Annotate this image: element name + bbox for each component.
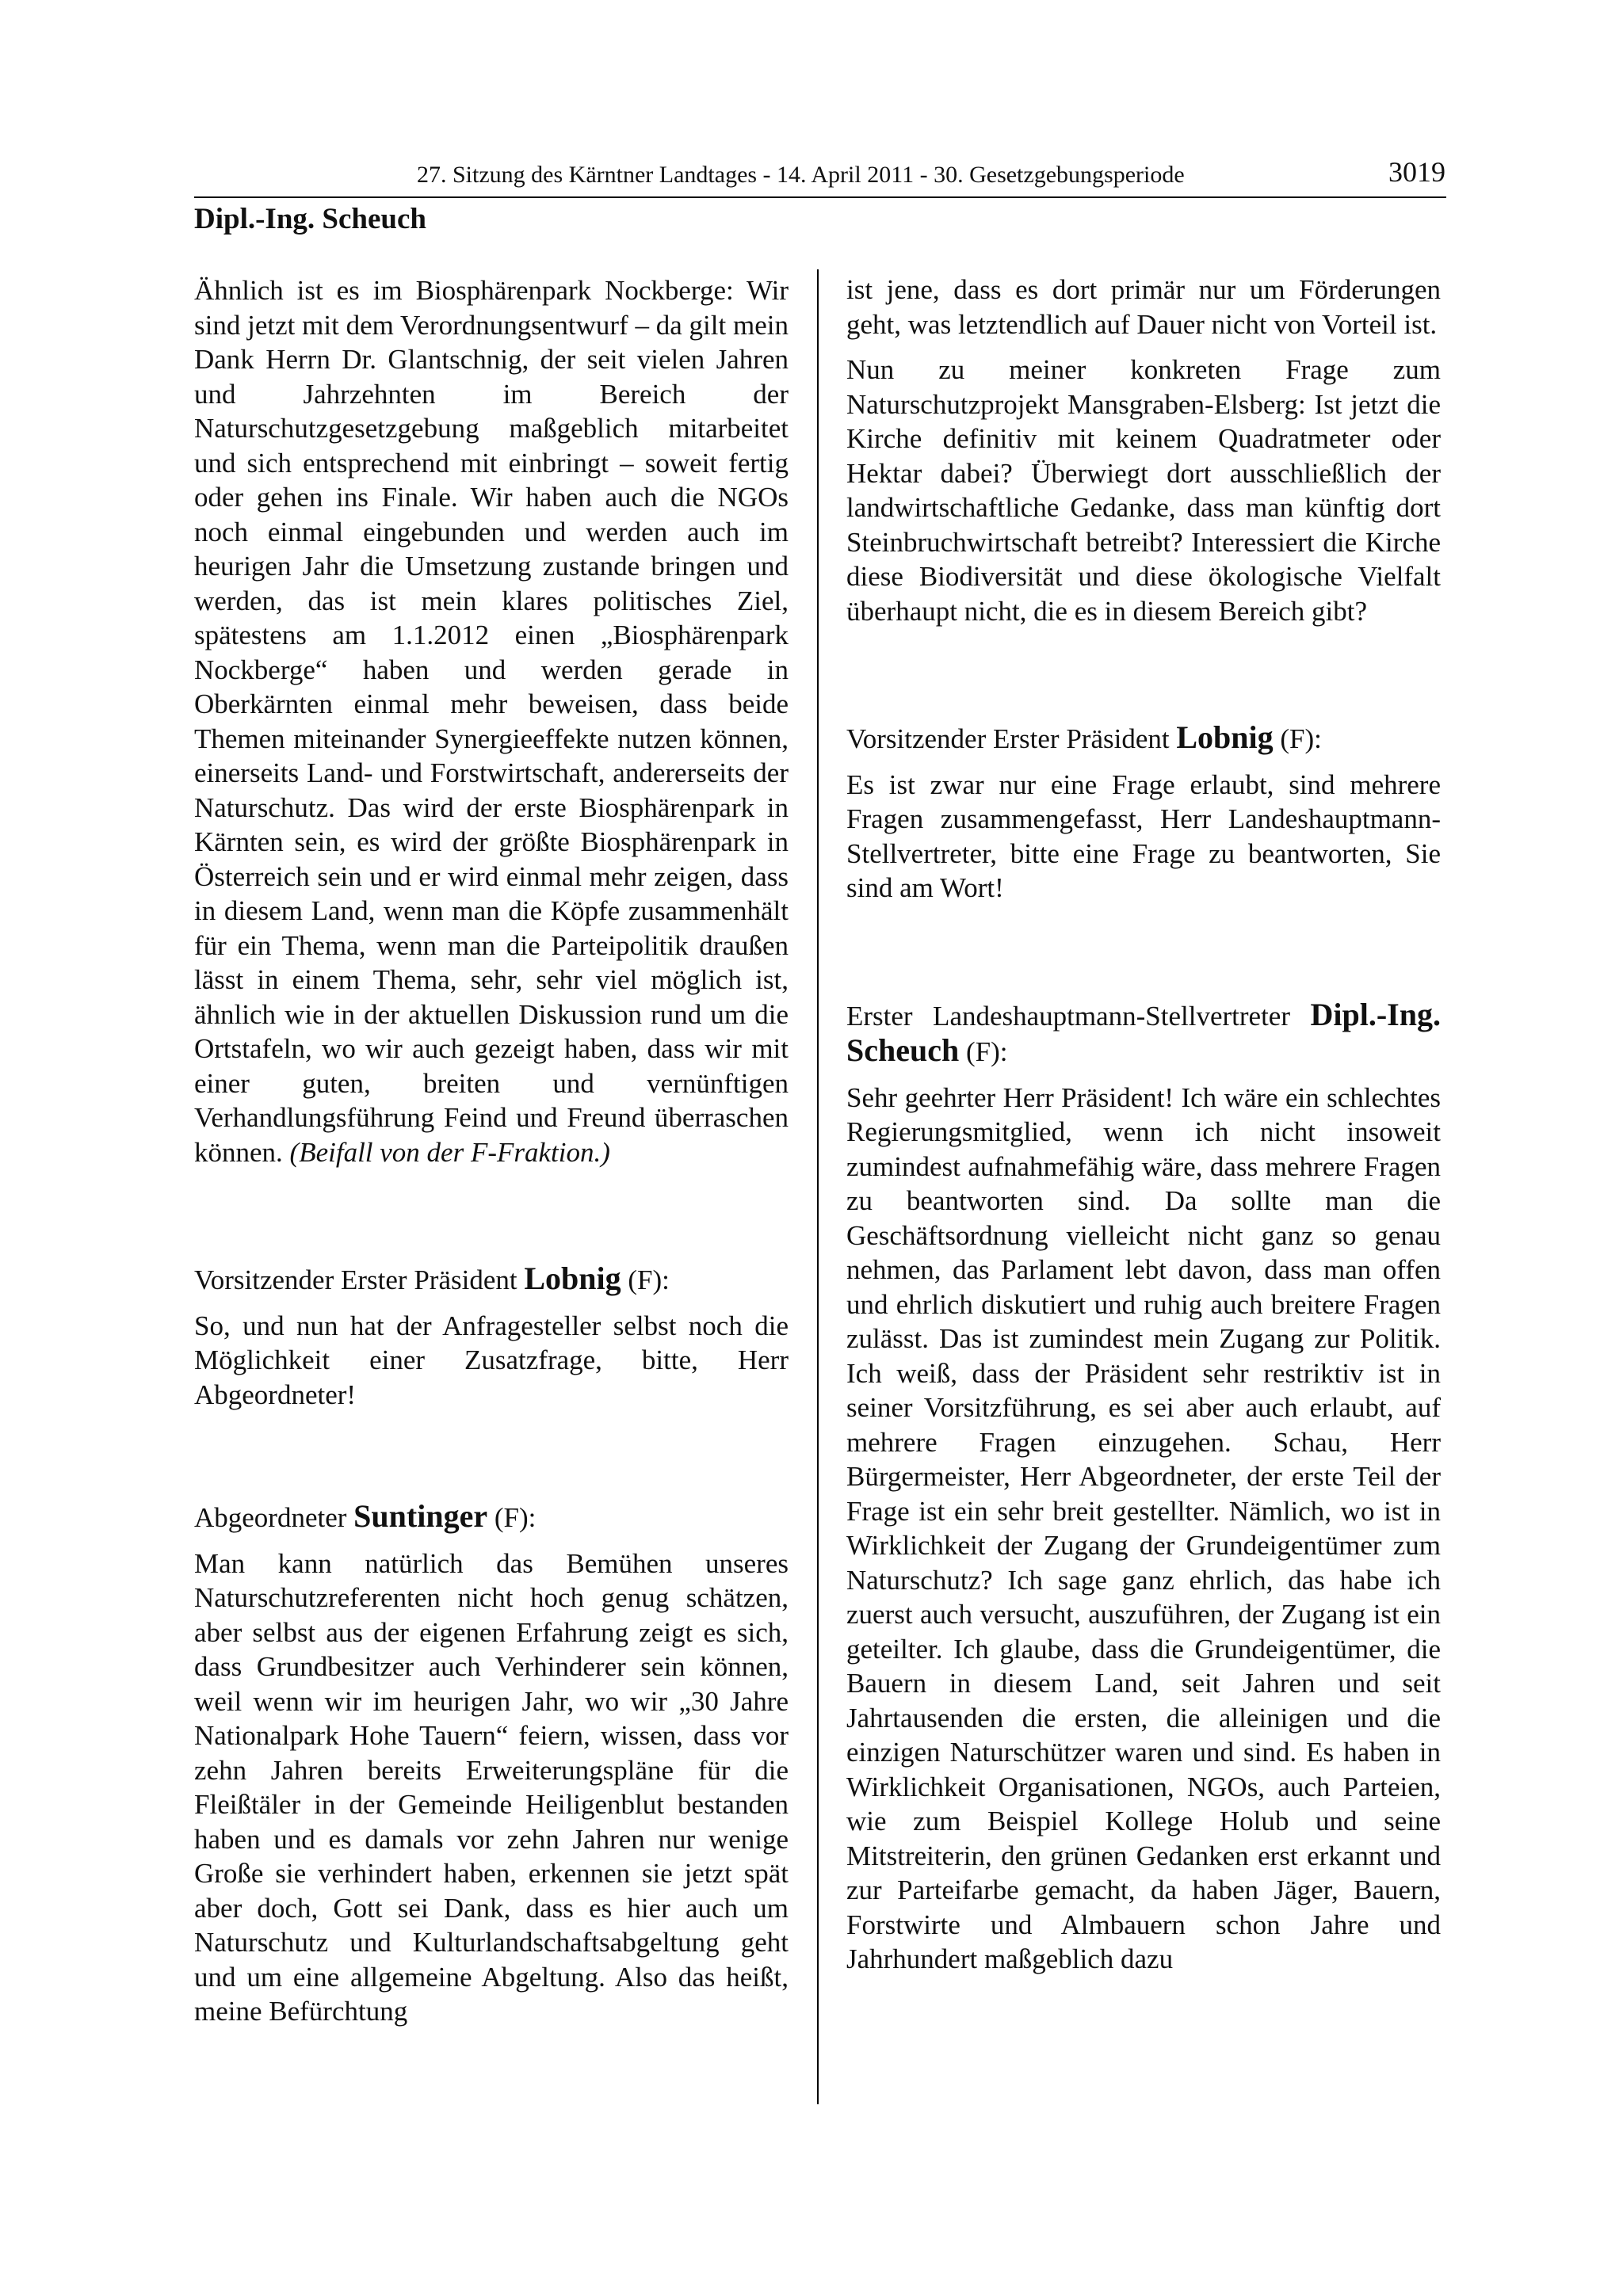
- left-column: [194, 273, 789, 2029]
- header-rule: [194, 196, 1446, 198]
- speaker-line: [846, 720, 1441, 757]
- speaker-prefix: Vorsitzender Erster Präsident: [846, 723, 1177, 754]
- applause-note: (Beifall von der F-Fraktion.): [289, 1136, 610, 1168]
- speaker-name: Suntinger: [353, 1498, 488, 1534]
- paragraph-text: Ähnlich ist es im Biosphärenpark Nockberge: Wir sind jetzt mit dem Verordnungsentwurf – da gilt mein Dank Herrn Dr. Glantschnig, der seit vielen Jahren und Jahrzehnten im Bereich der Naturschutzgesetzgebung maßgeblich mitarbeitet und sich entsprechend mit einbringt – soweit fertig oder gehen ins Finale. Wir haben auch die NGOs noch einmal eingebunden und werden auch im heurigen Jahr die Umsetzung zustande bringen und werden, das ist mein klares politisches Ziel, spätestens am 1.1.2012 einen „Biosphärenpark Nockberge“ haben und werden gerade in Oberkärnten einmal mehr beweisen, dass beide Themen miteinander Synergieeffekte nutzen können, einerseits Land- und Forstwirtschaft, andererseits der Naturschutz. Das wird der erste Biosphärenpark in Kärnten sein, es wird der größte Biosphärenpark in Österreich sein und er wird einmal mehr zeigen, dass in diesem Land, wenn man die Köpfe zusammenhält für ein Thema, wenn man die Parteipolitik draußen lässt in einem Thema, sehr, sehr viel möglich ist, ähnlich wie in der aktuellen Diskussion rund um die Ortstafeln, wo wir auch gezeigt haben, dass wir mit einer guten, breiten und vernünftigen Verhandlungsführung Feind und Freund überraschen können.: [194, 275, 789, 1168]
- speaker-suffix: (F):: [1273, 723, 1322, 754]
- speaker-tag: Dipl.-Ing. Scheuch: [194, 203, 426, 235]
- speaker-name: Lobnig: [1176, 719, 1274, 755]
- paragraph: Nun zu meiner konkreten Frage zum Naturschutzprojekt Mansgraben-Elsberg: Ist jetzt die Kirche definitiv mit keinem Quadratmeter oder Hektar dabei? Überwiegt dort ausschließlich der landwirtschaftliche Gedanke, dass man künftig dort Steinbruchwirtschaft betreibt? Interessiert die Kirche diese Biodiversität und diese ökologische Vielfalt überhaupt nicht, die es in diesem Bereich gibt?: [846, 354, 1441, 627]
- speaker-suffix: (F):: [621, 1264, 670, 1295]
- speaker-line: [194, 1499, 789, 1535]
- speaker-suffix: (F):: [487, 1502, 537, 1533]
- speaker-prefix: Abgeordneter: [194, 1502, 354, 1533]
- paragraph: Sehr geehrter Herr Präsident! Ich wäre ein schlechtes Regierungsmitglied, wenn ich nicht insoweit zumindest aufnahmefähig wäre, dass mehrere Fragen zu beantworten sind. Da sollte man die Geschäftsordnung vielleicht nicht ganz so genau nehmen, das Parlament lebt davon, dass man offen und ehrlich diskutiert und ruhig auch breitere Fragen zulässt. Das ist zumindest mein Zugang zur Politik. Ich weiß, dass der Präsident sehr restriktiv ist in seiner Vorsitzführung, es sei aber auch erlaubt, auf mehrere Fragen einzugehen. Schau, Herr Bürgermeister, Herr Abgeordneter, der erste Teil der Frage ist ein sehr breit gestellter. Nämlich, wo ist in Wirklichkeit der Zugang der Grundeigentümer zum Naturschutz? Ich sage ganz ehrlich, das habe ich zuerst auch versucht, auszuführen, der Zugang ist ein geteilter. Ich glaube, dass die Grundeigentümer, die Bauern in diesem Land, seit Jahren und seit Jahrtausenden die ersten, die alleinigen und die einzigen Naturschützer waren und sind. Es haben in Wirklichkeit Organisationen, NGOs, auch Parteien, wie zum Beispiel Kollege Holub und seine Mitstreiterin, den grünen Gedanken erst erkannt und zur Parteifarbe gemacht, da haben Jäger, Bauern, Forstwirte und Almbauern schon Jahre und Jahrhundert maßgeblich dazu: [846, 1081, 1441, 1974]
- paragraph: Man kann natürlich das Bemühen unseres Naturschutzreferenten nicht hoch genug schätzen, aber selbst aus der eigenen Erfahrung zeigt es sich, dass Grundbesitzer auch Verhinderer sein können, weil wenn wir im heurigen Jahr, wo wir „30 Jahre Nationalpark Hohe Tauern“ feiern, wissen, dass vor zehn Jahren bereits Erweiterungspläne für die Fleißtäler in der Gemeinde Heiligenblut bestanden haben und es damals vor zehn Jahren nur wenige Große sie verhindert haben, erkennen sie jetzt spät aber doch, Gott sei Dank, dass es hier auch um Naturschutz und Kulturlandschaftsabgeltung geht und um eine allgemeine Abgeltung. Also das heißt, meine Befürchtung: [194, 1547, 789, 2027]
- speaker-name: Dipl.-Ing. Scheuch: [846, 996, 1441, 1068]
- speaker-name: Lobnig: [524, 1261, 621, 1296]
- speaker-line: [194, 1261, 789, 1298]
- paragraph: [194, 273, 789, 1169]
- running-head: 27. Sitzung des Kärntner Landtages - 14. April 2011 - 30. Gesetzgebungsperiode: [417, 162, 1185, 188]
- right-column: [846, 273, 1441, 1977]
- speaker-prefix: Erster Landeshauptmann-Stellvertreter: [846, 1000, 1311, 1032]
- paragraph: Es ist zwar nur eine Frage erlaubt, sind mehrere Fragen zusammengefasst, Herr Landeshauptmann-Stellvertreter, bitte eine Frage zu beantworten, Sie sind am Wort!: [846, 769, 1441, 903]
- column-divider: [817, 269, 819, 2104]
- paragraph: ist jene, dass es dort primär nur um Förderungen geht, was letztendlich auf Dauer nicht von Vorteil ist.: [846, 274, 1441, 340]
- speaker-prefix: Vorsitzender Erster Präsident: [194, 1264, 525, 1295]
- speaker-suffix: (F):: [959, 1036, 1008, 1067]
- speaker-line: [846, 997, 1441, 1070]
- paragraph: So, und nun hat der Anfragesteller selbst noch die Möglichkeit einer Zusatzfrage, bitte, Herr Abgeordneter!: [194, 1310, 789, 1410]
- page-number: 3019: [1388, 156, 1445, 188]
